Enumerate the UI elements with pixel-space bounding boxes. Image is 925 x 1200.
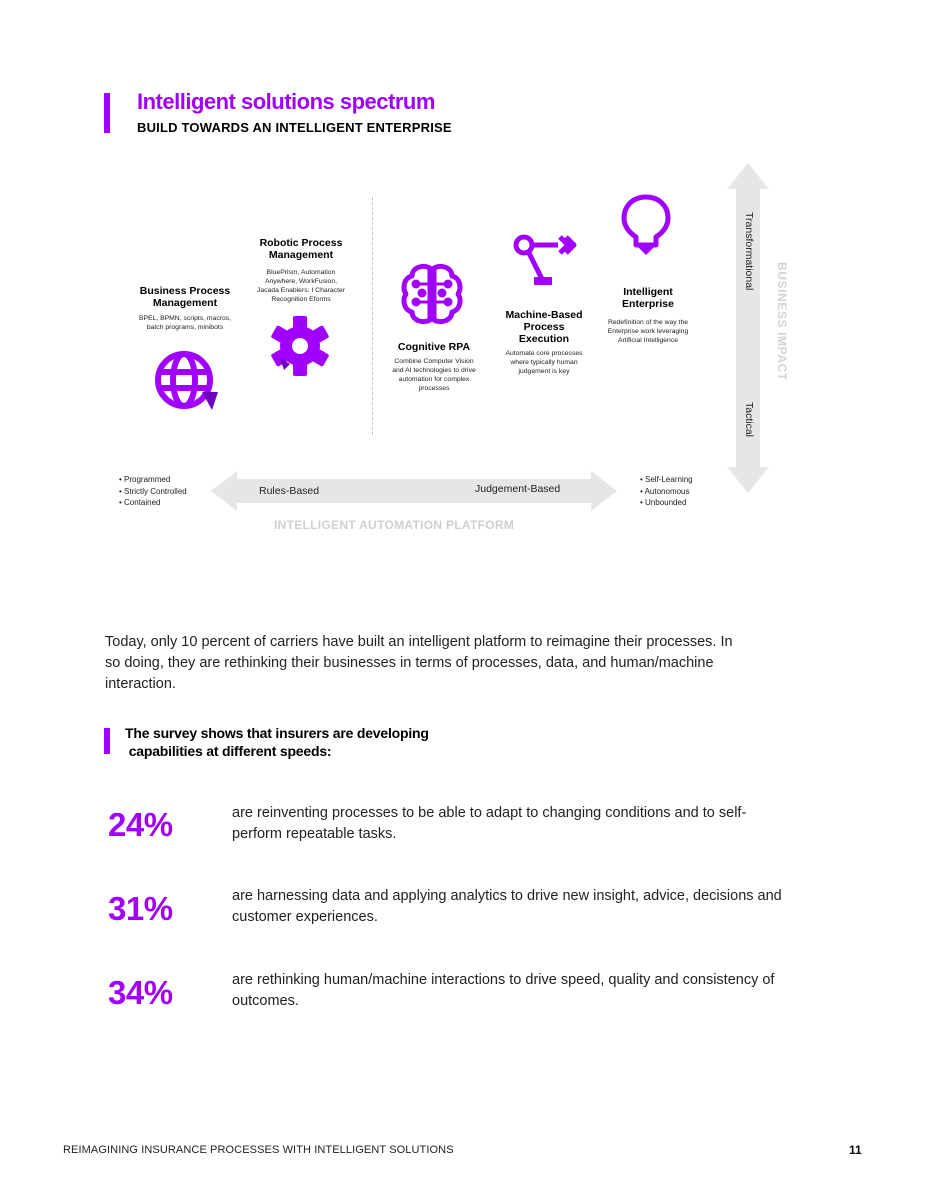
stage-desc-bpm: BPEL, BPMN, scripts, macros, batch programs, minibots <box>138 315 232 331</box>
survey-callout <box>125 724 429 760</box>
stat-text: are harnessing data and applying analytics to drive new insight, advice, decisions and customer experiences. <box>232 888 782 925</box>
stage-title-rpm: Robotic Process Management <box>259 237 343 261</box>
list-item: • Self-Learning <box>640 475 693 484</box>
globe-icon <box>152 348 220 414</box>
stat-value: 31% <box>108 890 173 927</box>
gear-icon <box>268 314 332 378</box>
brain-icon <box>400 262 464 328</box>
stage-title-cognitive-rpa: Cognitive RPA <box>397 341 471 353</box>
tactical-label: Tactical <box>743 402 755 438</box>
left-bullet-list <box>119 474 187 509</box>
stat-text: are reinventing processes to be able to adapt to changing conditions and to self-perform repeatable tasks. <box>232 805 747 842</box>
callout-line: The survey shows that insurers are developing <box>125 725 429 741</box>
page-title: Intelligent solutions spectrum <box>137 89 435 114</box>
stage-title-machine-based: Machine-Based Process Execution <box>505 309 583 345</box>
platform-label: INTELLIGENT AUTOMATION PLATFORM <box>274 518 515 532</box>
title-accent-bar <box>104 93 110 133</box>
stat-value: 24% <box>108 806 173 843</box>
footer-title: REIMAGINING INSURANCE PROCESSES WITH INTELLIGENT SOLUTIONS <box>63 1144 454 1156</box>
right-bullet-list <box>640 474 693 509</box>
page-number: 11 <box>849 1143 862 1157</box>
page-subtitle: BUILD TOWARDS AN INTELLIGENT ENTERPRISE <box>137 120 452 135</box>
robot-arm-icon <box>512 233 578 289</box>
stage-title-intelligent-enterprise: Intelligent Enterprise <box>622 286 674 310</box>
stage-desc-intelligent-enterprise: Redefinition of the way the Enterprise work leveraging Artificial Intelligence <box>607 319 689 344</box>
list-item: • Programmed <box>119 475 171 484</box>
callout-line: capabilities at different speeds: <box>125 743 332 759</box>
lightbulb-icon <box>620 193 672 257</box>
business-impact-label: BUSINESS IMPACT <box>775 262 789 381</box>
transformational-label: Transformational <box>743 212 755 291</box>
stage-divider <box>372 197 373 435</box>
list-item: • Autonomous <box>640 486 690 496</box>
stat-text: are rethinking human/machine interactions to drive speed, quality and consistency of outcomes. <box>232 972 775 1009</box>
stage-desc-rpm: BluePrism, Automation Anywhere, WorkFusion, Jacada Enablers: I Character Recognition Eforms <box>256 269 346 303</box>
list-item: • Unbounded <box>640 498 687 507</box>
intro-paragraph: Today, only 10 percent of carriers have built an intelligent platform to reimagine their processes. In so doing, they are rethinking their businesses in terms of processes, data, and human/machine interaction. <box>105 634 733 692</box>
rules-based-label: Rules-Based <box>259 485 320 497</box>
list-item: • Contained <box>119 498 161 507</box>
stage-desc-cognitive-rpa: Combine Computer Vision and AI technologies to drive automation for complex processes <box>392 358 476 392</box>
judgement-based-label: Judgement-Based <box>475 483 561 495</box>
stat-value: 34% <box>108 974 173 1011</box>
stage-title-bpm: Business Process Management <box>139 285 231 309</box>
stage-desc-machine-based: Automate core processes where typically human judgement is key <box>505 350 583 375</box>
callout-accent-bar <box>104 728 110 754</box>
list-item: • Strictly Controlled <box>119 486 187 496</box>
